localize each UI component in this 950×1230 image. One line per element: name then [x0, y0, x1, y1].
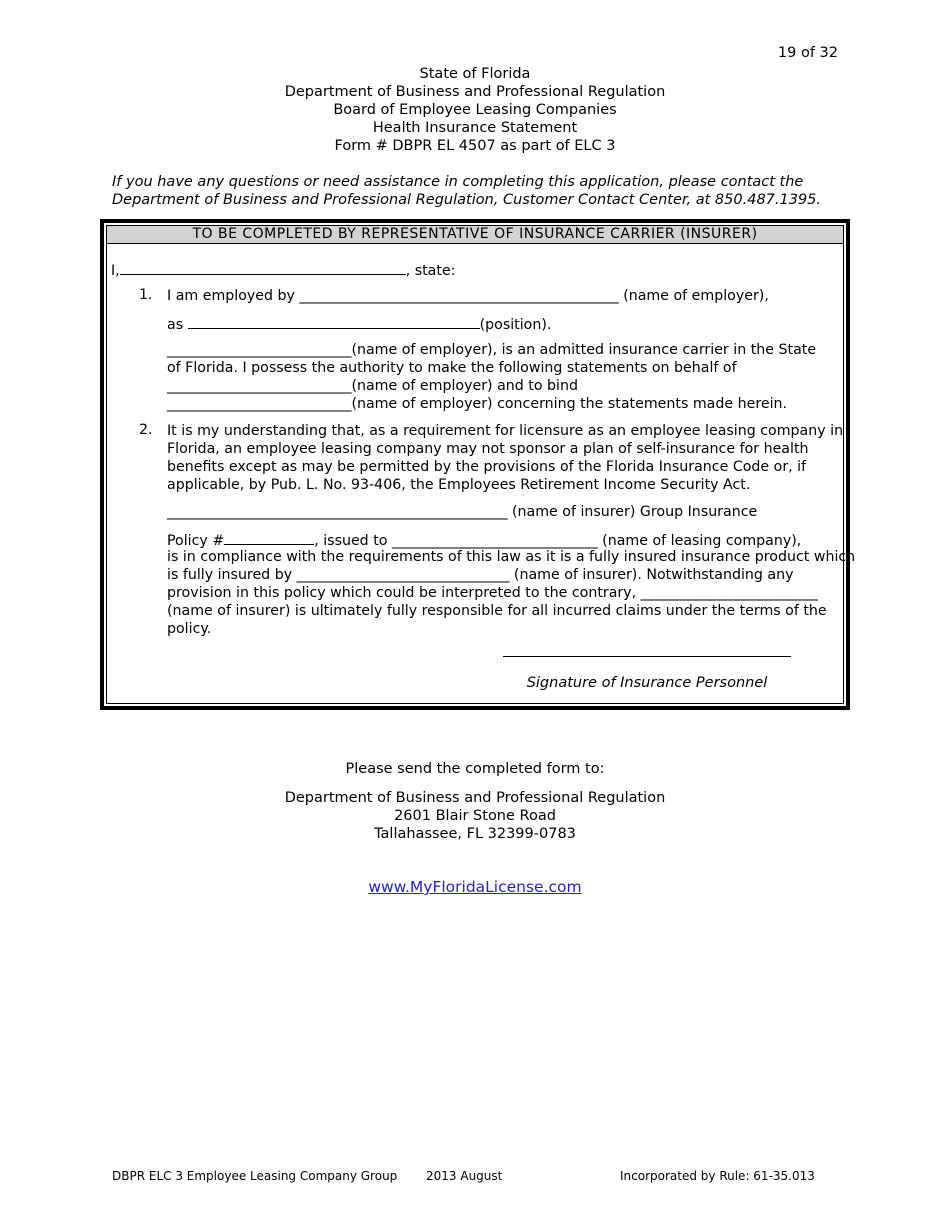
intro-text	[112, 173, 832, 209]
employer-name-field[interactable]: _____________________________________________	[299, 288, 619, 304]
website-link[interactable]: www.MyFloridaLicense.com	[368, 878, 582, 896]
leasing-company-line: , issued to _____________________________ (name of leasing company),	[314, 533, 802, 549]
item-2-para-line-3: benefits except as may be permitted by the provisions of the Florida Insurance Code or, if	[167, 459, 807, 475]
position-label: (position).	[479, 317, 552, 333]
send-to-label: Please send the completed form to:	[345, 761, 605, 777]
signature-label: Signature of Insurance Personnel	[526, 675, 768, 691]
compliance-line-2: is fully insured by ______________________________ (name of insurer). Notwithstanding any	[167, 567, 794, 583]
address-line-1: Department of Business and Professional Regulation	[284, 790, 666, 806]
item-1-line-1	[167, 287, 769, 305]
address-line-2: 2601 Blair Stone Road	[394, 808, 556, 824]
header-title: Health Insurance Statement	[372, 120, 578, 136]
signature-line[interactable]	[503, 656, 791, 657]
item-2-para-line-4: applicable, by Pub. L. No. 93-406, the Employees Retirement Income Security Act.	[167, 477, 751, 493]
header-form-number: Form # DBPR EL 4507 as part of ELC 3	[334, 138, 616, 154]
declarant-line	[111, 260, 455, 280]
header-department: Department of Business and Professional Regulation	[284, 84, 666, 100]
header-state: State of Florida	[419, 66, 531, 82]
declarant-suffix: , state:	[405, 263, 456, 279]
website-container	[0, 878, 950, 896]
form-box	[100, 219, 856, 710]
item-2-para-line-1: It is my understanding that, as a requirement for licensure as an employee leasing company in	[167, 423, 844, 439]
item-1-number: 1.	[139, 287, 153, 303]
page-number: 19 of 32	[777, 45, 838, 61]
policy-line	[167, 530, 801, 550]
address-line-3: Tallahassee, FL 32399-0783	[374, 826, 576, 842]
declarant-prefix: I,	[111, 263, 120, 279]
intro-line-1: If you have any questions or need assistance in completing this application, please contact the	[112, 174, 804, 190]
compliance-line-1: is in compliance with the requirements of this law as it is a fully insured insurance product which	[167, 549, 856, 565]
policy-number-label: Policy #	[167, 533, 225, 549]
item-1-line-5: __________________________(name of employer) and to bind	[167, 378, 578, 394]
item-1-line-6: __________________________(name of employer) concerning the statements made herein.	[167, 396, 788, 412]
footer-date: 2013 August	[426, 1169, 503, 1183]
intro-line-2: Department of Business and Professional Regulation, Customer Contact Center, at 850.487.1395.	[112, 192, 822, 208]
footer-form-name: DBPR ELC 3 Employee Leasing Company Group	[112, 1169, 398, 1183]
form-banner: TO BE COMPLETED BY REPRESENTATIVE OF INSURANCE CARRIER (INSURER)	[107, 226, 843, 244]
policy-number-field[interactable]	[224, 530, 314, 545]
item-2-number: 2.	[139, 422, 153, 438]
mailing-address	[0, 789, 950, 843]
compliance-line-4: (name of insurer) is ultimately fully responsible for all incurred claims under the terms of the	[167, 603, 827, 619]
footer-rule: Incorporated by Rule: 61-35.013	[620, 1169, 815, 1183]
item-1-line-4: of Florida. I possess the authority to make the following statements on behalf of	[167, 360, 737, 376]
compliance-line-3: provision in this policy which could be interpreted to the contrary, _________________________	[167, 585, 819, 601]
form-box-inner	[106, 225, 856, 704]
employer-name-label: (name of employer),	[623, 288, 769, 304]
item-2-para-line-2: Florida, an employee leasing company may not sponsor a plan of self-insurance for health	[167, 441, 809, 457]
compliance-line-5: policy.	[167, 621, 212, 637]
insurer-name-line: ________________________________________________ (name of insurer) Group Insurance	[167, 504, 758, 520]
declarant-name-field[interactable]	[120, 260, 406, 275]
position-field[interactable]	[188, 314, 480, 329]
item-1-line-2	[167, 314, 551, 334]
form-header	[0, 65, 950, 155]
employed-by-label: I am employed by	[167, 288, 295, 304]
header-board: Board of Employee Leasing Companies	[333, 102, 617, 118]
as-label: as	[167, 317, 184, 333]
item-1-line-3: __________________________(name of employer), is an admitted insurance carrier in the State	[167, 342, 817, 358]
